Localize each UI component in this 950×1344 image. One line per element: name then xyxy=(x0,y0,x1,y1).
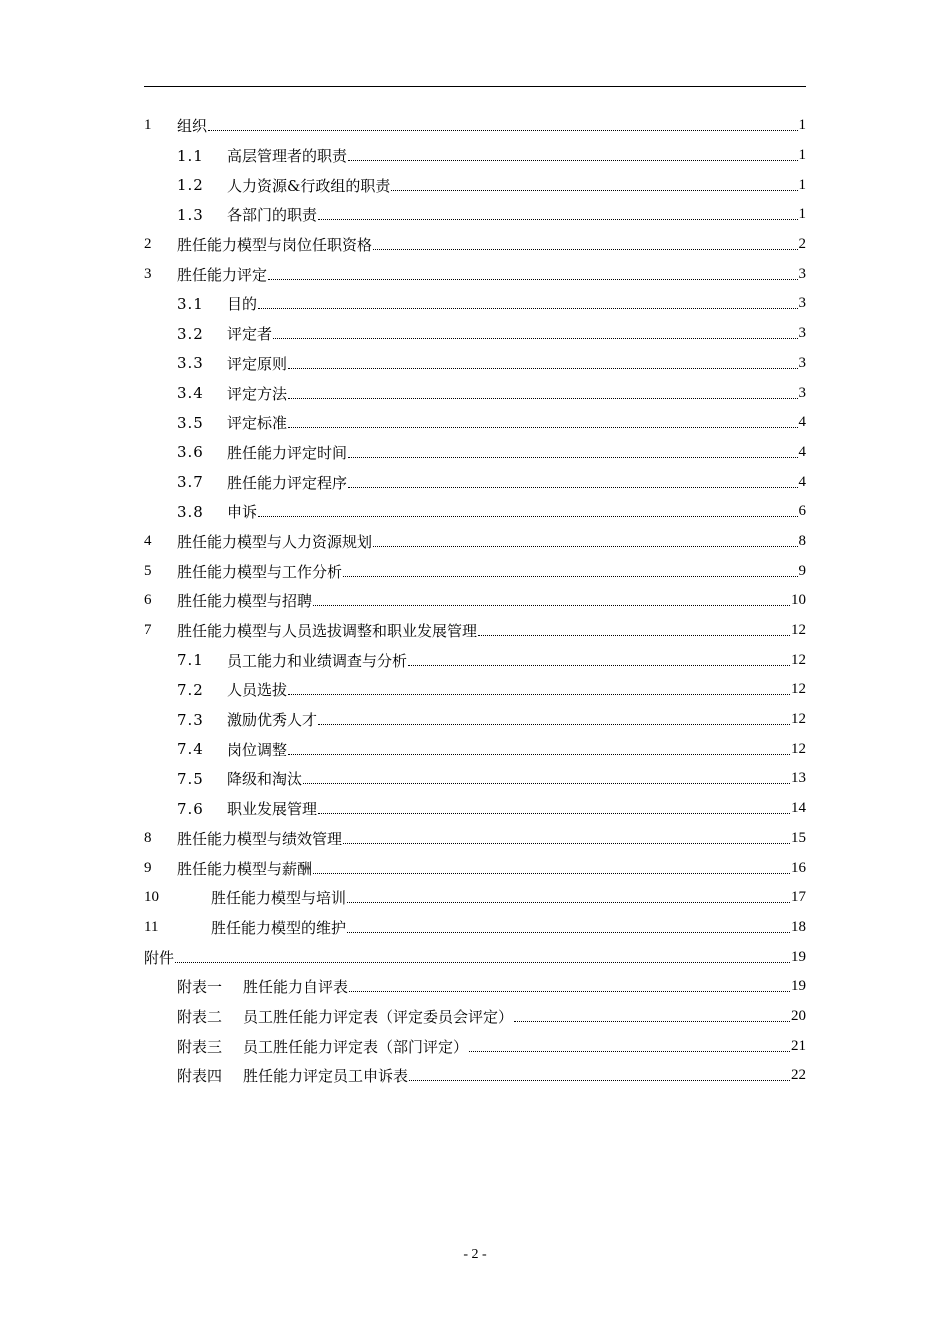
toc-entry[interactable] xyxy=(144,230,806,260)
toc-entry-title: 胜任能力模型与人员选拔调整和职业发展管理 xyxy=(177,622,478,641)
toc-entry-page: 14 xyxy=(791,800,806,817)
toc-entry-number: 3.5 xyxy=(177,413,204,432)
toc-entry[interactable] xyxy=(144,141,806,171)
toc-entry[interactable] xyxy=(144,1061,806,1091)
toc-entry-title: 人员选拔 xyxy=(227,681,288,700)
toc-entry-title: 目的 xyxy=(227,295,258,314)
page-number: - 2 - xyxy=(463,1247,487,1262)
toc-entry-page: 12 xyxy=(791,740,806,757)
toc-entry[interactable] xyxy=(144,378,806,408)
dot-leader xyxy=(268,279,797,280)
toc-entry-title: 附件 xyxy=(144,948,175,967)
toc-entry-number: 3.8 xyxy=(177,502,204,521)
toc-entry[interactable] xyxy=(144,497,806,527)
toc-entry[interactable] xyxy=(144,438,806,468)
dot-leader xyxy=(391,190,797,191)
toc-entry-title: 胜任能力评定程序 xyxy=(227,473,348,492)
toc-entry-page: 4 xyxy=(798,414,806,431)
header-rule xyxy=(144,86,806,87)
toc-entry[interactable] xyxy=(144,705,806,735)
dot-leader xyxy=(175,962,790,963)
toc-entry-number: 4 xyxy=(144,532,152,549)
toc-entry-title: 岗位调整 xyxy=(227,740,288,759)
dot-leader xyxy=(288,694,790,695)
dot-leader xyxy=(347,902,790,903)
dot-leader xyxy=(347,932,790,933)
toc-entry-page: 3 xyxy=(798,384,806,401)
toc-entry-title: 员工能力和业绩调查与分析 xyxy=(227,651,408,670)
dot-leader xyxy=(373,249,797,250)
toc-entry[interactable] xyxy=(144,734,806,764)
toc-entry-page: 13 xyxy=(791,770,806,787)
toc-entry[interactable] xyxy=(144,111,806,141)
dot-leader xyxy=(514,1021,790,1022)
dot-leader xyxy=(273,338,797,339)
toc-entry-title: 评定标准 xyxy=(227,414,288,433)
toc-entry[interactable] xyxy=(144,794,806,824)
toc-entry-page: 1 xyxy=(798,206,806,223)
dot-leader xyxy=(288,398,797,399)
toc-entry-title: 胜任能力自评表 xyxy=(243,978,349,997)
toc-entry-page: 8 xyxy=(798,532,806,549)
toc-entry-page: 3 xyxy=(798,265,806,282)
dot-leader xyxy=(318,219,797,220)
toc-entry-page: 15 xyxy=(791,829,806,846)
toc-entry[interactable] xyxy=(144,319,806,349)
toc-entry[interactable] xyxy=(144,883,806,913)
toc-entry[interactable] xyxy=(144,467,806,497)
toc-entry-page: 9 xyxy=(798,562,806,579)
toc-entry-title: 人力资源&行政组的职责 xyxy=(227,176,391,195)
toc-entry[interactable] xyxy=(144,1031,806,1061)
toc-entry-title: 申诉 xyxy=(227,503,258,522)
dot-leader xyxy=(348,160,797,161)
toc-entry-page: 2 xyxy=(798,236,806,253)
toc-entry-page: 12 xyxy=(791,711,806,728)
toc-entry-page: 19 xyxy=(791,978,806,995)
dot-leader xyxy=(343,843,790,844)
toc-entry-page: 12 xyxy=(791,651,806,668)
toc-entry-number: 8 xyxy=(144,829,152,846)
toc-entry-number: 2 xyxy=(144,236,152,253)
toc-entry-title: 胜任能力评定员工申诉表 xyxy=(243,1067,409,1086)
toc-entry-title: 胜任能力模型与绩效管理 xyxy=(177,829,343,848)
dot-leader xyxy=(288,368,797,369)
toc-entry-number: 附表三 xyxy=(177,1037,223,1056)
toc-entry-title: 激励优秀人才 xyxy=(227,711,318,730)
toc-entry-number: 9 xyxy=(144,859,152,876)
toc-entry-title: 胜任能力模型与培训 xyxy=(211,889,347,908)
toc-entry-number: 3.4 xyxy=(177,384,204,403)
dot-leader xyxy=(349,991,790,992)
toc-entry-number: 7.1 xyxy=(177,651,204,670)
toc-entry[interactable] xyxy=(144,289,806,319)
toc-entry-page: 16 xyxy=(791,859,806,876)
toc-entry-title: 评定者 xyxy=(227,325,273,344)
toc-entry-page: 6 xyxy=(798,503,806,520)
dot-leader xyxy=(303,783,790,784)
toc-entry-title: 胜任能力模型与人力资源规划 xyxy=(177,532,373,551)
toc-entry[interactable] xyxy=(144,1002,806,1032)
toc-entry[interactable] xyxy=(144,645,806,675)
dot-leader xyxy=(258,516,797,517)
toc-entry-page: 18 xyxy=(791,918,806,935)
toc-entry-number: 7.2 xyxy=(177,680,204,699)
toc-entry[interactable] xyxy=(144,675,806,705)
toc-entry-number: 7.5 xyxy=(177,769,204,788)
toc-entry-number: 附表四 xyxy=(177,1067,223,1086)
dot-leader xyxy=(469,1051,790,1052)
toc-entry-title: 胜任能力模型与招聘 xyxy=(177,592,313,611)
dot-leader xyxy=(348,457,797,458)
toc-entry[interactable] xyxy=(144,556,806,586)
toc-entry-page: 3 xyxy=(798,295,806,312)
toc-entry[interactable] xyxy=(144,527,806,557)
toc-entry-page: 12 xyxy=(791,681,806,698)
dot-leader xyxy=(288,754,790,755)
toc-entry-number: 3.6 xyxy=(177,443,204,462)
toc-entry[interactable] xyxy=(144,764,806,794)
toc-entry-number: 1.2 xyxy=(177,176,204,195)
toc-entry-number: 7 xyxy=(144,622,152,639)
toc-entry-title: 评定原则 xyxy=(227,354,288,373)
toc-entry-title: 胜任能力模型与薪酬 xyxy=(177,859,313,878)
dot-leader xyxy=(408,665,790,666)
dot-leader xyxy=(373,546,797,547)
toc-entry-page: 10 xyxy=(791,592,806,609)
toc-entry-page: 19 xyxy=(791,948,806,965)
toc-entry-number: 1 xyxy=(144,117,152,134)
toc-entry-page: 4 xyxy=(798,473,806,490)
toc-entry-number: 7.3 xyxy=(177,710,204,729)
toc-entry[interactable] xyxy=(144,972,806,1002)
toc-entry-page: 22 xyxy=(791,1067,806,1084)
toc-entry-number: 7.6 xyxy=(177,799,204,818)
toc-entry-title: 胜任能力模型与岗位任职资格 xyxy=(177,236,373,255)
toc-entry[interactable] xyxy=(144,200,806,230)
toc-entry[interactable] xyxy=(144,853,806,883)
dot-leader xyxy=(313,605,790,606)
dot-leader xyxy=(409,1080,790,1081)
toc-entry-page: 4 xyxy=(798,443,806,460)
toc-entry[interactable] xyxy=(144,942,806,972)
toc-entry[interactable] xyxy=(144,259,806,289)
toc-entry-title: 胜任能力模型与工作分析 xyxy=(177,562,343,581)
toc-entry-number: 附表二 xyxy=(177,1007,223,1026)
dot-leader xyxy=(318,813,790,814)
dot-leader xyxy=(318,724,790,725)
toc-entry-page: 12 xyxy=(791,622,806,639)
toc-entry-number: 6 xyxy=(144,592,152,609)
toc-entry[interactable] xyxy=(144,408,806,438)
toc-entry-title: 评定方法 xyxy=(227,384,288,403)
toc-entry[interactable] xyxy=(144,913,806,943)
toc-entry-title: 员工胜任能力评定表（评定委员会评定） xyxy=(243,1007,514,1026)
toc-entry-number: 附表一 xyxy=(177,978,223,997)
toc-entry-page: 3 xyxy=(798,325,806,342)
toc-entry-number: 10 xyxy=(144,889,159,906)
toc-entry-title: 组织 xyxy=(177,117,208,136)
toc-entry-page: 3 xyxy=(798,354,806,371)
dot-leader xyxy=(313,873,790,874)
toc-entry[interactable] xyxy=(144,586,806,616)
dot-leader xyxy=(348,487,797,488)
toc-entry-number: 5 xyxy=(144,562,152,579)
toc-entry[interactable] xyxy=(144,616,806,646)
toc-entry-number: 3.3 xyxy=(177,354,204,373)
toc-entry-title: 胜任能力评定时间 xyxy=(227,443,348,462)
toc-entry-title: 高层管理者的职责 xyxy=(227,147,348,166)
toc-entry-number: 3.1 xyxy=(177,294,204,313)
dot-leader xyxy=(258,308,797,309)
dot-leader xyxy=(478,635,790,636)
toc-entry-page: 1 xyxy=(798,176,806,193)
toc-entry[interactable] xyxy=(144,824,806,854)
toc-entry[interactable] xyxy=(144,349,806,379)
toc-entry-page: 1 xyxy=(798,117,806,134)
toc-entry-number: 3 xyxy=(144,265,152,282)
toc-entry-number: 1.3 xyxy=(177,205,204,224)
toc-entry-title: 职业发展管理 xyxy=(227,800,318,819)
toc-entry-number: 7.4 xyxy=(177,740,204,759)
toc-entry-page: 1 xyxy=(798,147,806,164)
toc-entry-page: 21 xyxy=(791,1037,806,1054)
table-of-contents xyxy=(144,111,806,1091)
toc-entry-title: 降级和淘汰 xyxy=(227,770,303,789)
toc-entry-page: 20 xyxy=(791,1007,806,1024)
toc-entry-number: 11 xyxy=(144,918,159,935)
toc-entry-title: 胜任能力评定 xyxy=(177,265,268,284)
toc-entry[interactable] xyxy=(144,170,806,200)
dot-leader xyxy=(288,427,797,428)
dot-leader xyxy=(208,130,797,131)
toc-entry-number: 3.2 xyxy=(177,324,204,343)
toc-entry-title: 各部门的职责 xyxy=(227,206,318,225)
toc-entry-number: 1.1 xyxy=(177,146,204,165)
toc-entry-title: 胜任能力模型的维护 xyxy=(211,918,347,937)
toc-entry-page: 17 xyxy=(791,889,806,906)
toc-entry-title: 员工胜任能力评定表（部门评定） xyxy=(243,1037,469,1056)
dot-leader xyxy=(343,576,797,577)
toc-entry-number: 3.7 xyxy=(177,473,204,492)
